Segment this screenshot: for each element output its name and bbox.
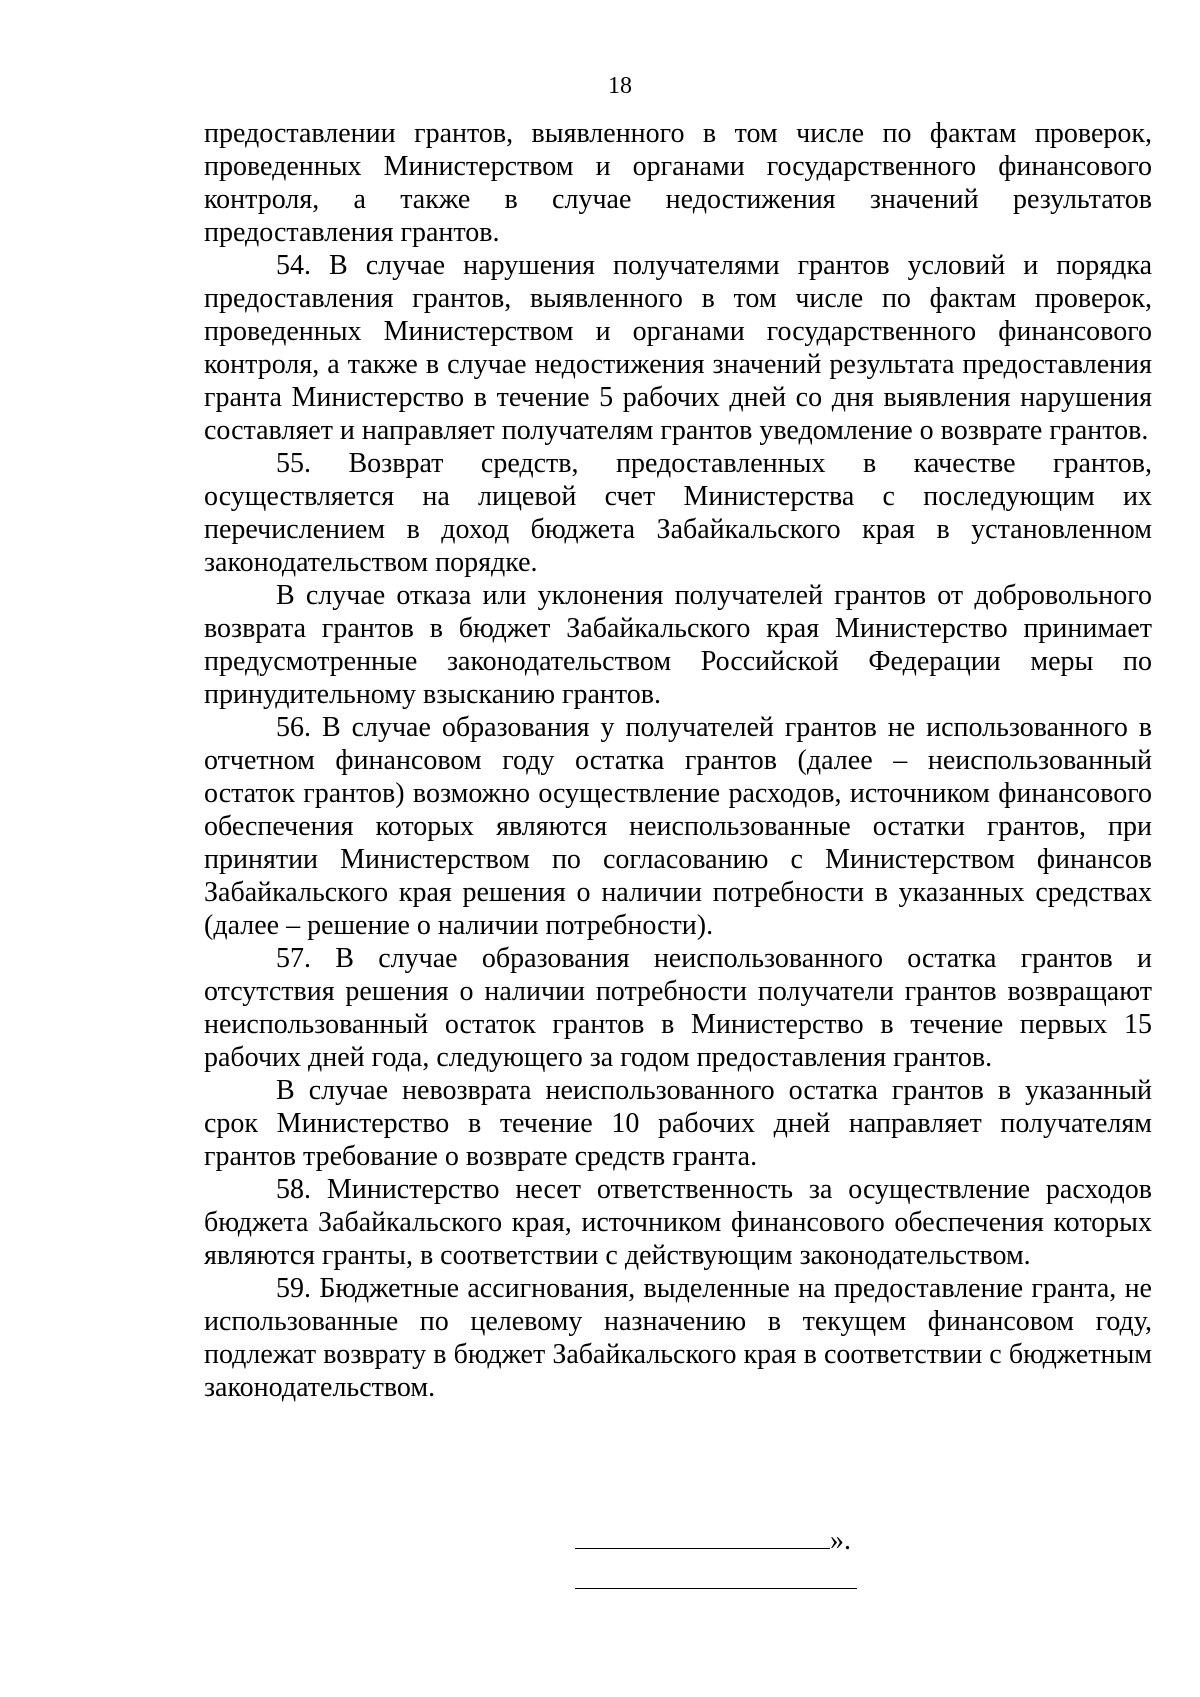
page-number: 18 bbox=[608, 73, 632, 99]
paragraph-continuation: предоставлении грантов, выявленного в том числе по фактам проверок, проведенных Министерством и органами государственного финансового контроля, а также в случае недостижения значений результатов предоставления грантов. bbox=[204, 118, 1152, 248]
document-body bbox=[204, 117, 1152, 1404]
end-separator-line bbox=[575, 1588, 857, 1589]
closing-underline bbox=[575, 1520, 830, 1549]
paragraph-item-55: 55. Возврат средств, предоставленных в качестве грантов, осуществляется на лицевой счет Министерства с последующим их перечислением в доход бюджета Забайкальского края в установленном законодательством порядке. bbox=[204, 448, 1152, 578]
closing-quote-mark: ». bbox=[830, 1525, 851, 1556]
closing-line bbox=[575, 1520, 851, 1557]
paragraph-refusal-of-return: В случае отказа или уклонения получателей грантов от добровольного возврата грантов в бюджет Забайкальского края Министерство принимает предусмотренные законодательством Российской Федерации меры по принудительному взысканию грантов. bbox=[204, 580, 1152, 710]
paragraph-item-54: 54. В случае нарушения получателями грантов условий и порядка предоставления грантов, выявленного в том числе по фактам проверок, проведенных Министерством и органами государственного финансового контроля, а также в случае недостижения значений результата предоставления гранта Министерство в течение 5 рабочих дней со дня выявления нарушения составляет и направляет получателям грантов уведомление о возврате грантов. bbox=[204, 250, 1152, 446]
paragraph-item-56: 56. В случае образования у получателей грантов не использованного в отчетном финансовом году остатка грантов (далее – неиспользованный остаток грантов) возможно осуществление расходов, источником финансового обеспечения которых являются неиспользованные остатки грантов, при принятии Министерством по согласованию с Министерством финансов Забайкальского края решения о наличии потребности в указанных средствах (далее – решение о наличии потребности). bbox=[204, 712, 1152, 941]
paragraph-item-59: 59. Бюджетные ассигнования, выделенные на предоставление гранта, не использованные по целевому назначению в текущем финансовом году, подлежат возврату в бюджет Забайкальского края в соответствии с бюджетным законодательством. bbox=[204, 1273, 1152, 1403]
paragraph-item-58: 58. Министерство несет ответственность за осуществление расходов бюджета Забайкальского края, источником финансового обеспечения которых являются гранты, в соответствии с действующим законодательством. bbox=[204, 1174, 1152, 1271]
paragraph-item-57: 57. В случае образования неиспользованного остатка грантов и отсутствия решения о наличии потребности получатели грантов возвращают неиспользованный остаток грантов в Министерство в течение первых 15 рабочих дней года, следующего за годом предоставления грантов. bbox=[204, 943, 1152, 1073]
paragraph-non-return: В случае невозврата неиспользованного остатка грантов в указанный срок Министерство в течение 10 рабочих дней направляет получателям грантов требование о возврате средств гранта. bbox=[204, 1075, 1152, 1172]
